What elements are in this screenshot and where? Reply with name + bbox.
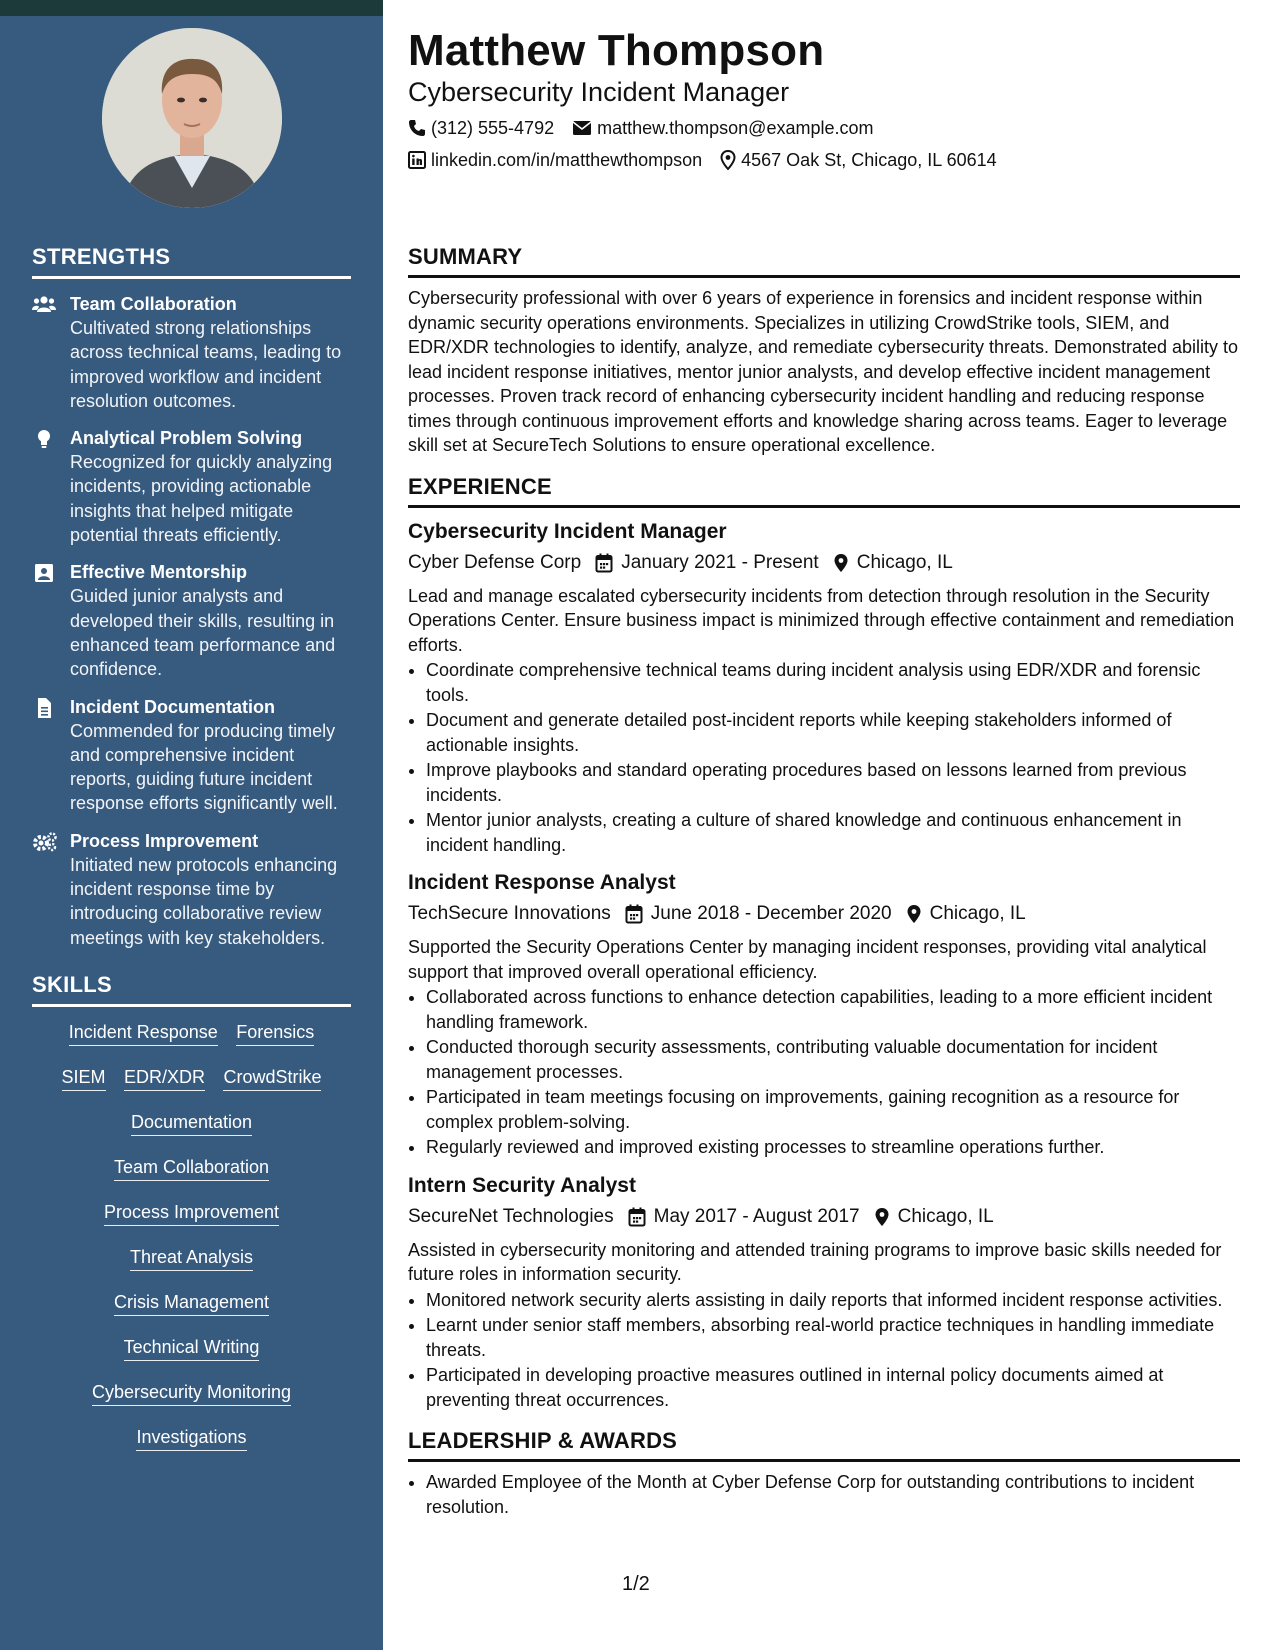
contact-row (408, 116, 1240, 140)
job-location (906, 901, 1026, 927)
job-dates-text: June 2018 - December 2020 (650, 903, 892, 924)
lightbulb-icon (32, 426, 70, 547)
skill-tag: Process Improvement (104, 1201, 279, 1226)
list-item: • Collaborated across functions to enhance detection capabilities, leading to a more efficient incident handling framework. (426, 985, 1240, 1034)
job-dates-text: January 2021 - Present (621, 551, 819, 573)
job-description: Assisted in cybersecurity monitoring and attended training programs to improve basic skills needed for future roles in information security. (408, 1239, 1222, 1284)
list-item: • Participated in developing proactive measures outlined in internal policy documents aimed at preventing threat occurrences. (426, 1363, 1240, 1412)
list-item: • Regularly reviewed and improved existing processes to streamline operations further. (426, 1135, 1240, 1160)
candidate-name: Matthew Thompson (408, 26, 825, 75)
skill-tag: Documentation (131, 1111, 252, 1136)
skill-tag: Cybersecurity Monitoring (92, 1381, 291, 1406)
strength-item (32, 426, 351, 547)
gears-icon (32, 829, 70, 950)
map-pin-icon (720, 150, 736, 170)
strength-title: Team Collaboration (70, 294, 237, 314)
avatar (102, 28, 282, 208)
phone-text: (312) 555-4792 (431, 118, 555, 138)
candidate-role: Cybersecurity Incident Manager (408, 77, 790, 107)
strength-title: Incident Documentation (70, 696, 276, 717)
strength-text: Initiated new protocols enhancing incident response time by introducing collaborative review meetings with key stakeholders. (70, 854, 338, 948)
list-item: • Participated in team meetings focusing on improvements, gaining recognition as a resource for complex problem-solving. (426, 1085, 1240, 1134)
strength-item (32, 695, 351, 816)
strength-item (32, 829, 351, 950)
strength-title: Process Improvement (70, 830, 259, 851)
job-description: Lead and manage escalated cybersecurity incidents from detection through resolution in the Security Operations Center. Ensure business impact is minimized through effective containment and remediation efforts. (408, 585, 1235, 655)
email-contact[interactable] (572, 116, 873, 140)
map-pin-icon (833, 553, 849, 573)
job-bullets (408, 658, 1240, 857)
awards-bullets (408, 1470, 1240, 1519)
document-icon (32, 695, 70, 816)
address-contact (720, 148, 997, 172)
job-meta (408, 901, 1240, 927)
job-dates-text: May 2017 - August 2017 (653, 1205, 860, 1227)
job-meta (408, 550, 1240, 576)
skill-tag: Threat Analysis (130, 1246, 253, 1271)
experience-title: EXPERIENCE (408, 474, 1240, 508)
job-bullets (408, 1288, 1240, 1413)
skills-title: SKILLS (32, 972, 351, 1007)
map-pin-icon (874, 1207, 890, 1227)
job-description: Supported the Security Operations Center by managing incident responses, providing vital analytical support that improved overall operational efficiency. (408, 937, 1207, 982)
main-content (408, 16, 1240, 1519)
skill-tag: Crisis Management (114, 1291, 269, 1316)
linkedin-contact[interactable] (408, 148, 702, 172)
teacher-icon (32, 560, 70, 681)
job-location-text: Chicago, IL (856, 551, 953, 573)
address-text: 4567 Oak St, Chicago, IL 60614 (741, 150, 997, 170)
skill-tag: SIEM (62, 1066, 106, 1091)
phone-icon (408, 119, 426, 137)
users-icon (32, 292, 70, 413)
strength-text: Recognized for quickly analyzing incidents, providing actionable insights that helped mitigate potential threats efficiently. (70, 452, 333, 546)
skill-tag: CrowdStrike (223, 1066, 321, 1091)
linkedin-icon (408, 151, 426, 169)
strengths-title: STRENGTHS (32, 244, 351, 279)
job-location-text: Chicago, IL (929, 903, 1026, 924)
job-title: Incident Response Analyst (408, 871, 676, 894)
job-location (874, 1204, 994, 1230)
job-company: TechSecure Innovations (408, 903, 611, 924)
email-text[interactable]: matthew.thompson@example.com (597, 118, 874, 138)
top-accent-bar (0, 0, 383, 16)
skill-tag: Investigations (136, 1426, 246, 1451)
linkedin-text[interactable]: linkedin.com/in/matthewthompson (431, 150, 703, 170)
job-bullets (408, 985, 1240, 1160)
job-title: Cybersecurity Incident Manager (408, 519, 727, 543)
strength-title: Effective Mentorship (70, 562, 248, 583)
strength-item (32, 560, 351, 681)
phone-contact (408, 116, 554, 140)
envelope-icon (572, 120, 592, 136)
list-item: • Learnt under senior staff members, absorbing real-world practice techniques in handling immediate threats. (426, 1313, 1240, 1362)
list-item: • Coordinate comprehensive technical teams during incident analysis using EDR/XDR and forensic tools. (426, 658, 1240, 707)
awards-title: LEADERSHIP & AWARDS (408, 1428, 1240, 1462)
job-location (833, 550, 953, 576)
strength-title: Analytical Problem Solving (70, 428, 303, 449)
summary-title: SUMMARY (408, 244, 1240, 278)
calendar-icon (625, 904, 643, 924)
skill-tag: Team Collaboration (114, 1156, 269, 1181)
list-item: • Awarded Employee of the Month at Cyber Defense Corp for outstanding contributions to incident resolution. (426, 1470, 1240, 1519)
job-location-text: Chicago, IL (897, 1205, 994, 1227)
skill-tag: Forensics (236, 1021, 314, 1046)
job-dates (628, 1204, 860, 1230)
job-company: SecureNet Technologies (408, 1205, 614, 1227)
strength-item (32, 292, 351, 413)
skills-list (32, 1021, 351, 1451)
strength-text: Cultivated strong relationships across technical teams, leading to improved workflow and incident resolution outcomes. (70, 318, 342, 411)
job-dates (595, 550, 819, 576)
list-item: • Document and generate detailed post-incident reports while keeping stakeholders informed of actionable insights. (426, 708, 1240, 757)
job-meta (408, 1204, 1240, 1230)
skill-tag: EDR/XDR (124, 1066, 205, 1091)
map-pin-icon (906, 904, 922, 924)
strength-text: Commended for producing timely and comprehensive incident reports, guiding future incident response efforts significantly well. (70, 720, 338, 814)
job-entry (408, 518, 1240, 858)
sidebar (0, 16, 383, 1650)
skill-tag: Incident Response (69, 1021, 218, 1046)
skill-tag: Technical Writing (124, 1336, 260, 1361)
job-entry (408, 869, 1240, 1160)
job-title: Intern Security Analyst (408, 1173, 636, 1197)
job-dates (625, 901, 892, 927)
list-item: • Improve playbooks and standard operating procedures based on lessons learned from previous incidents. (426, 758, 1240, 807)
calendar-icon (595, 553, 613, 573)
job-entry (408, 1172, 1240, 1413)
page-number: 1/2 (622, 1573, 650, 1595)
calendar-icon (628, 1207, 646, 1227)
list-item: • Mentor junior analysts, creating a culture of shared knowledge and continuous enhancement in incident handling. (426, 808, 1240, 857)
list-item: • Monitored network security alerts assisting in daily reports that informed incident response activities. (426, 1288, 1240, 1313)
list-item: • Conducted thorough security assessments, contributing valuable documentation for incident management processes. (426, 1035, 1240, 1084)
strength-text: Guided junior analysts and developed their skills, resulting in enhanced team performance and confidence. (70, 586, 336, 680)
summary-text: Cybersecurity professional with over 6 years of experience in forensics and incident response within dynamic security operations environments. Specializes in utilizing CrowdStrike tools, SIEM, and EDR/XDR technologies to identify, analyze, and remediate cybersecurity threats. Demonstrated ability to lead incident response initiatives, mentor junior analysts, and develop effective incident management processes. Proven track record of enhancing cybersecurity incident handling and reducing response times through continuous improvement efforts and knowledge sharing across teams. Eager to leverage skill set at SecureTech Solutions to ensure operational excellence. (408, 288, 1239, 455)
contact-row (408, 148, 1240, 172)
job-company: Cyber Defense Corp (408, 551, 582, 573)
